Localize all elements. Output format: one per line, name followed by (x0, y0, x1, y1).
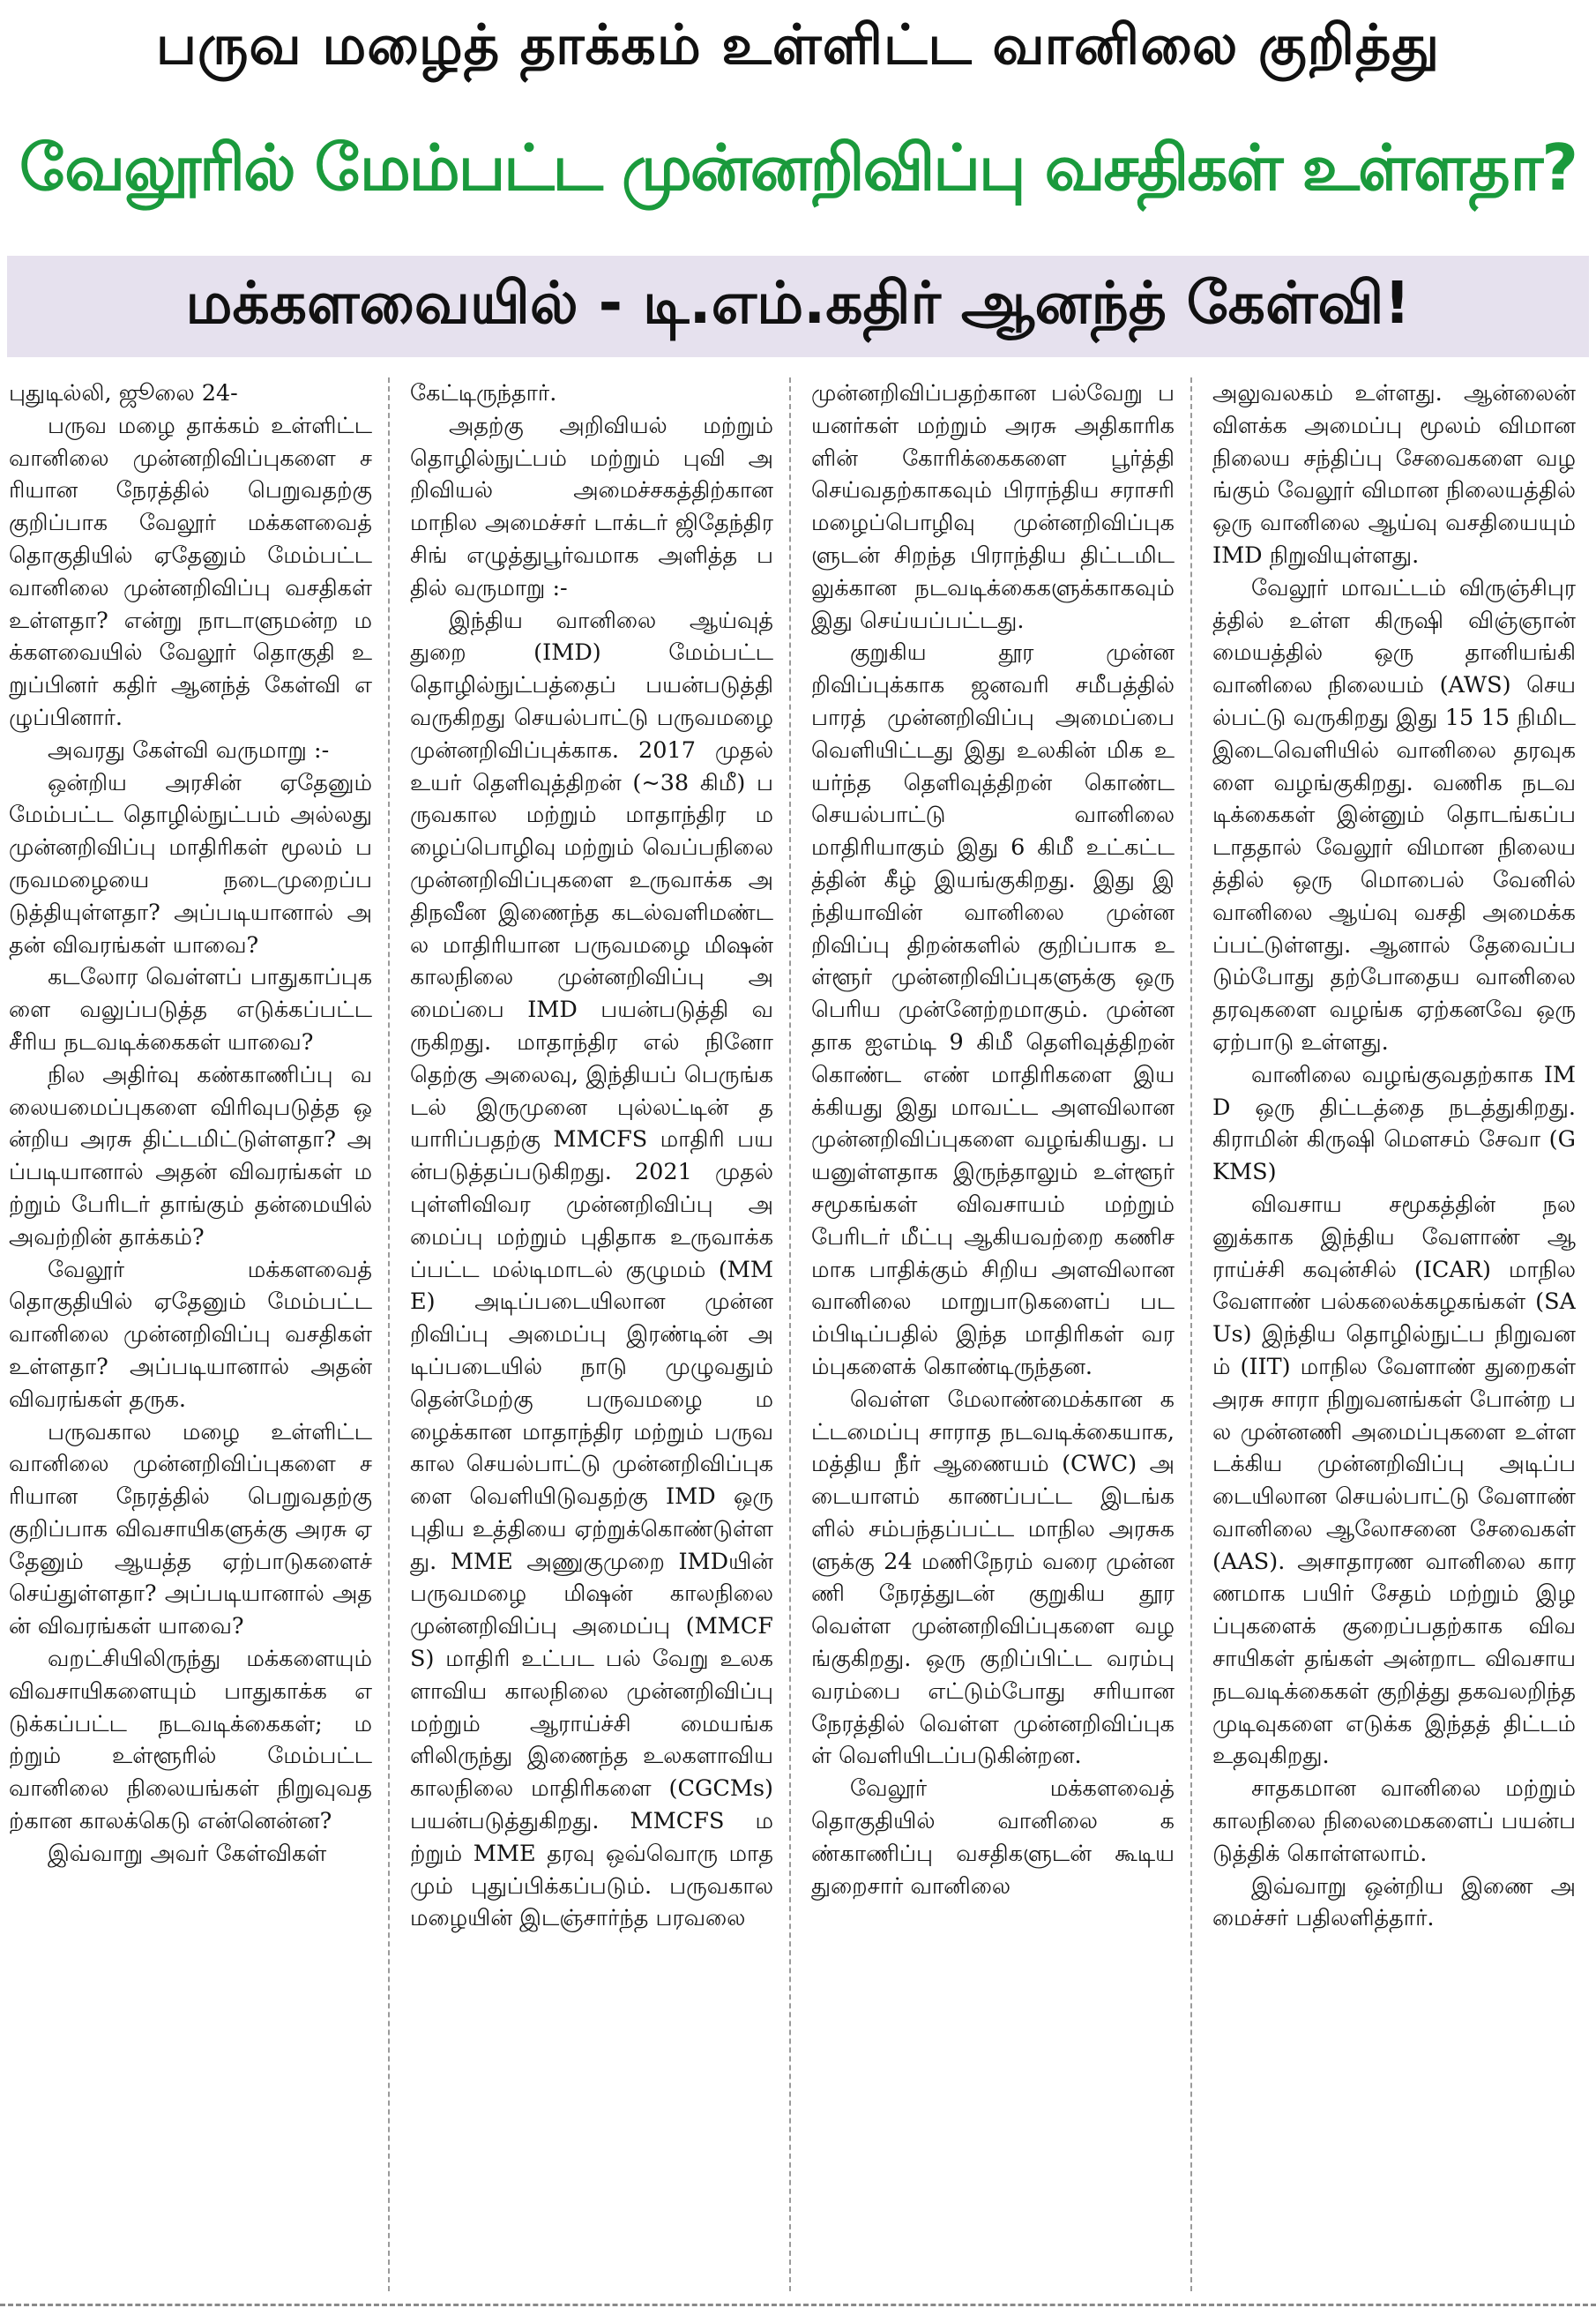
paragraph: அவரது கேள்வி வருமாறு :- (48, 736, 330, 764)
article-column-3 (811, 377, 1175, 2291)
paragraph: பருவகால மழை உள்ளிட்ட வானிலை முன்னறிவிப்புகளை சரியான நேரத்தில் பெறுவதற்கு குறிப்பாக விவசாயிகளுக்கு அரசு ஏதேனும் ஆயத்த ஏற்பாடுகளைச் செய்துள்ளதா? அப்படியானால் அதன் விவரங்கள் யாவை? (9, 1418, 372, 1640)
article-columns (0, 377, 1596, 2291)
column-divider (388, 377, 390, 2291)
paragraph: விவசாய சமூகத்தின் நலனுக்காக இந்திய வேளாண் ஆராய்ச்சி கவுன்சில் (ICAR) மாநில வேளாண் பல்கலைக்கழகங்கள் (SAUs) இந்திய தொழில்நுட்ப நிறுவனம் (IIT) மாநில வேளாண் துறைகள் அரசு சாரா நிறுவனங்கள் போன்ற பல முன்னணி அமைப்புகளை உள்ளடக்கிய முன்னறிவிப்பு அடிப்படையிலான செயல்பாட்டு வேளாண் வானிலை ஆலோசனை சேவைகள் (AAS). அசாதாரண வானிலை காரணமாக பயிர் சேதம் மற்றும் இழப்புகளைக் குறைப்பதற்காக விவசாயிகள் தங்கள் அன்றாட விவசாய நடவடிக்கைகள் குறித்து தகவலறிந்த முடிவுகளை எடுக்க இந்தத் திட்டம் உதவுகிறது. (1212, 1191, 1576, 1770)
paragraph: வேலூர் மக்களவைத் தொகுதியில் ஏதேனும் மேம்பட்ட வானிலை முன்னறிவிப்பு வசதிகள் உள்ளதா? அப்படியானால் அதன் விவரங்கள் தருக. (9, 1256, 372, 1413)
paragraph: இவ்வாறு ஒன்றிய இணை அமைச்சர் பதிலளித்தார். (1212, 1872, 1576, 1932)
paragraph: அதற்கு அறிவியல் மற்றும் தொழில்நுட்பம் மற்றும் புவி அறிவியல் அமைச்சகத்திற்கான மாநில அமைச்சர் டாக்டர் ஜிதேந்திர சிங் எழுத்துபூர்வமாக அளித்த பதில் வருமாறு :- (410, 412, 773, 601)
headline-text: வேலூரில் மேம்பட்ட முன்னறிவிப்பு வசதிகள் உள்ளதா? (19, 131, 1577, 205)
column-divider (789, 377, 791, 2291)
paragraph: வேலூர் மக்களவைத் தொகுதியில் வானிலை கண்காணிப்பு வசதிகளுடன் கூடிய துறைசார் வானிலை (811, 1775, 1175, 1900)
paragraph: இவ்வாறு அவர் கேள்விகள் (48, 1840, 327, 1867)
paragraph: வறட்சியிலிருந்து மக்களையும் விவசாயிகளையும் பாதுகாக்க எடுக்கப்பட்ட நடவடிக்கைகள்; மற்றும் உள்ளூரில் மேம்பட்ட வானிலை நிலையங்கள் நிறுவுவதற்கான காலக்கெடு என்னென்ன? (9, 1646, 372, 1835)
bottom-divider (0, 2304, 1596, 2306)
column-divider (1190, 377, 1192, 2291)
paragraph: குறுகிய தூர முன்னறிவிப்புக்காக ஜனவரி சமீபத்தில் பாரத் முன்னறிவிப்பு அமைப்பை வெளியிட்டது இது உலகின் மிக உயர்ந்த தெளிவுத்திறன் கொண்ட செயல்பாட்டு வானிலை மாதிரியாகும் இது 6 கிமீ உட்கட்டத்தின் கீழ் இயங்குகிறது. இது இந்தியாவின் வானிலை முன்னறிவிப்பு திறன்களில் குறிப்பாக உள்ளூர் முன்னறிவிப்புகளுக்கு ஒரு பெரிய முன்னேற்றமாகும். முன்னதாக ஐஎம்டி 9 கிமீ தெளிவுத்திறன் கொண்ட எண் மாதிரிகளை இயக்கியது இது மாவட்ட அளவிலான முன்னறிவிப்புகளை வழங்கியது. பயனுள்ளதாக இருந்தாலும் உள்ளூர் சமூகங்கள் விவசாயம் மற்றும் பேரிடர் மீட்பு ஆகியவற்றை கணிசமாக பாதிக்கும் சிறிய அளவிலான வானிலை மாறுபாடுகளைப் படம்பிடிப்பதில் இந்த மாதிரிகள் வரம்புகளைக் கொண்டிருந்தன. (811, 639, 1175, 1380)
paragraph: வானிலை வழங்குவதற்காக IMD ஒரு திட்டத்தை நடத்துகிறது. கிராமின் கிருஷி மௌசம் சேவா (GKMS) (1212, 1061, 1576, 1186)
paragraph: கடலோர வெள்ளப் பாதுகாப்புகளை வலுப்படுத்த எடுக்கப்பட்ட சீரிய நடவடிக்கைகள் யாவை? (9, 964, 372, 1056)
paragraph: கேட்டிருந்தார். (410, 380, 557, 407)
kicker-text: பருவ மழைத் தாக்கம் உள்ளிட்ட வானிலை குறித்து (155, 12, 1441, 77)
subheadline-band (7, 256, 1589, 357)
paragraph: ஒன்றிய அரசின் ஏதேனும் மேம்பட்ட தொழில்நுட்பம் அல்லது முன்னறிவிப்பு மாதிரிகள் மூலம் பருவமழையை நடைமுறைப்படுத்தியுள்ளதா? அப்படியானால் அதன் விவரங்கள் யாவை? (9, 769, 372, 959)
article-column-4 (1212, 377, 1576, 2291)
article-column-2 (410, 377, 773, 2291)
article-column-1 (9, 377, 372, 2291)
paragraph: நில அதிர்வு கண்காணிப்பு வலையமைப்புகளை விரிவுபடுத்த ஒன்றிய அரசு திட்டமிட்டுள்ளதா? அப்படியானால் அதன் விவரங்கள் மற்றும் பேரிடர் தாங்கும் தன்மையில் அவற்றின் தாக்கம்? (9, 1061, 372, 1251)
paragraph: சாதகமான வானிலை மற்றும் காலநிலை நிலைமைகளைப் பயன்படுத்திக் கொள்ளலாம். (1212, 1775, 1576, 1867)
dateline: புதுடில்லி, ஜூலை 24- (9, 380, 238, 407)
paragraph: வெள்ள மேலாண்மைக்கான கட்டமைப்பு சாராத நடவடிக்கையாக, மத்திய நீர் ஆணையம் (CWC) அடையாளம் காணப்பட்ட இடங்களில் சம்பந்தப்பட்ட மாநில அரசுகளுக்கு 24 மணிநேரம் வரை முன்னணி நேரத்துடன் குறுகிய தூர வெள்ள முன்னறிவிப்புகளை வழங்குகிறது. ஒரு குறிப்பிட்ட வரம்பு வரம்பை எட்டும்போது சரியான நேரத்தில் வெள்ள முன்னறிவிப்புகள் வெளியிடப்படுகின்றன. (811, 1386, 1175, 1770)
main-headline (0, 97, 1596, 247)
paragraph: முன்னறிவிப்பதற்கான பல்வேறு பயனர்கள் மற்றும் அரசு அதிகாரிகளின் கோரிக்கைகளை பூர்த்தி செய்வதற்காகவும் பிராந்திய சராசரி மழைப்பொழிவு முன்னறிவிப்புகளுடன் சிறந்த பிராந்திய திட்டமிடலுக்கான நடவடிக்கைகளுக்காகவும் இது செய்யப்பட்டது. (811, 380, 1175, 634)
subheadline-text: மக்களவையில் - டி.எம்.கதிர் ஆனந்த் கேள்வி! (185, 268, 1411, 337)
paragraph: பருவ மழை தாக்கம் உள்ளிட்ட வானிலை முன்னறிவிப்புகளை சரியான நேரத்தில் பெறுவதற்கு குறிப்பாக வேலூர் மக்களவைத் தொகுதியில் ஏதேனும் மேம்பட்ட வானிலை முன்னறிவிப்பு வசதிகள் உள்ளதா? என்று நாடாளுமன்ற மக்களவையில் வேலூர் தொகுதி உறுப்பினர் கதிர் ஆனந்த் கேள்வி எழுப்பினார். (9, 412, 372, 731)
kicker-heading (0, 0, 1596, 97)
paragraph: அலுவலகம் உள்ளது. ஆன்லைன் விளக்க அமைப்பு மூலம் விமான நிலைய சந்திப்பு சேவைகளை வழங்கும் வேலூர் விமான நிலையத்தில் ஒரு வானிலை ஆய்வு வசதியையும் IMD நிறுவியுள்ளது. (1212, 380, 1576, 569)
paragraph: வேலூர் மாவட்டம் விருஞ்சிபுரத்தில் உள்ள கிருஷி விஞ்ஞான் மையத்தில் ஒரு தானியங்கி வானிலை நிலையம் (AWS) செயல்பட்டு வருகிறது இது 15 15 நிமிட இடைவெளியில் வானிலை தரவுகளை வழங்குகிறது. வணிக நடவடிக்கைகள் இன்னும் தொடங்கப்படாததால் வேலூர் விமான நிலையத்தில் ஒரு மொபைல் வேனில் வானிலை ஆய்வு வசதி அமைக்கப்பட்டுள்ளது. ஆனால் தேவைப்படும்போது தற்போதைய வானிலை தரவுகளை வழங்க ஏற்கனவே ஒரு ஏற்பாடு உள்ளது. (1212, 574, 1576, 1056)
paragraph: இந்திய வானிலை ஆய்வுத் துறை (IMD) மேம்பட்ட தொழில்நுட்பத்தைப் பயன்படுத்தி வருகிறது செயல்பாட்டு பருவமழை முன்னறிவிப்புக்காக. 2017 முதல் உயர் தெளிவுத்திறன் (~38 கிமீ) பருவகால மற்றும் மாதாந்திர மழைப்பொழிவு மற்றும் வெப்பநிலை முன்னறிவிப்புகளை உருவாக்க அதிநவீன இணைந்த கடல்வளிமண்டல மாதிரியான பருவமழை மிஷன் காலநிலை முன்னறிவிப்பு அமைப்பை IMD பயன்படுத்தி வருகிறது. மாதாந்திர எல் நினோ தெற்கு அலைவு, இந்தியப் பெருங்கடல் இருமுனை புல்லட்டின் தயாரிப்பதற்கு MMCFS மாதிரி பயன்படுத்தப்படுகிறது. 2021 முதல் புள்ளிவிவர முன்னறிவிப்பு அமைப்பு மற்றும் புதிதாக உருவாக்கப்பட்ட மல்டிமாடல் குழுமம் (MME) அடிப்படையிலான முன்னறிவிப்பு அமைப்பு இரண்டின் அடிப்படையில் நாடு முழுவதும் தென்மேற்கு பருவமழை மழைக்கான மாதாந்திர மற்றும் பருவகால செயல்பாட்டு முன்னறிவிப்புகளை வெளியிடுவதற்கு IMD ஒரு புதிய உத்தியை ஏற்றுக்கொண்டுள்ளது. MME அணுகுமுறை IMDயின் பருவமழை மிஷன் காலநிலை முன்னறிவிப்பு அமைப்பு (MMCFS) மாதிரி உட்பட பல் வேறு உலகளாவிய காலநிலை முன்னறிவிப்பு மற்றும் ஆராய்ச்சி மையங்களிலிருந்து இணைந்த உலகளாவிய காலநிலை மாதிரிகளை (CGCMs) பயன்படுத்துகிறது. MMCFS மற்றும் MME தரவு ஒவ்வொரு மாதமும் புதுப்பிக்கப்படும். பருவகால மழையின் இடஞ்சார்ந்த பரவலை (410, 607, 773, 1932)
